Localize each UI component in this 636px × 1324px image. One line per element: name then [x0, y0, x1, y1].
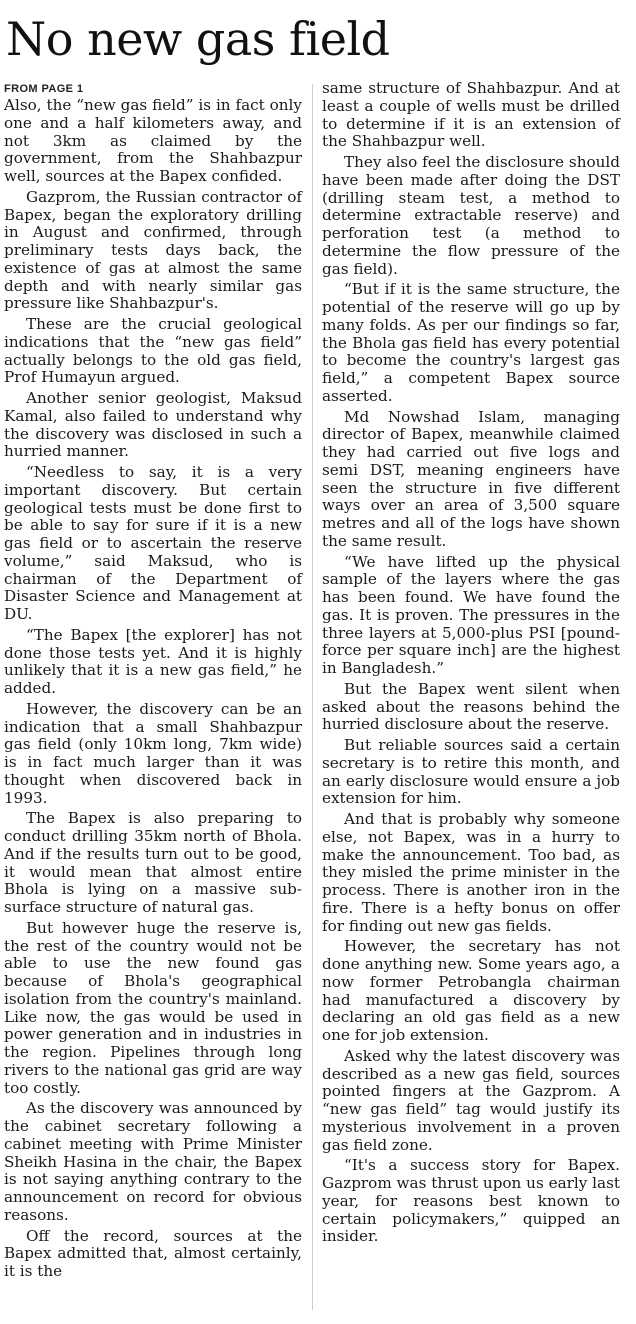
paragraph: The Bapex is also preparing to conduct drilling 35km north of Bhola. And if the results turn out to be good, it would mean that almost entire Bhola is lying on a massive sub-surface structure of natural gas. — [4, 809, 302, 916]
paragraph: “We have lifted up the physical sample of the layers where the gas has been found. We have found the gas. It is proven. The pressures in the three layers at 5,000-plus PSI [pound-force per square inch] are the highest in Bangladesh.” — [322, 552, 620, 677]
paragraph: Asked why the latest discovery was described as a new gas field, sources pointed fingers at the Gazprom. A “new gas field” tag would justify its mysterious involvement in a proven gas field zone. — [322, 1046, 620, 1154]
paragraph-continued: same structure of Shahbazpur. And at least a couple of wells must be drilled to determine if it is an extension of the Shahbazpur well. — [322, 79, 620, 151]
paragraph: But reliable sources said a certain secretary is to retire this month, and an early disclosure would ensure a job extension for him. — [322, 736, 620, 808]
headline: No new gas field — [6, 12, 390, 66]
paragraph: Gazprom, the Russian contractor of Bapex, began the exploratory drilling in August and confirmed, through preliminary tests days back, the existence of gas at almost the same depth and with nearly similar gas pressure like Shahbazpur's. — [4, 187, 302, 313]
paragraph: But the Bapex went silent when asked about the reasons behind the hurried disclosure about the reserve. — [322, 679, 620, 734]
paragraph: Off the record, sources at the Bapex admitted that, almost certainly, it is the — [4, 1226, 302, 1280]
paragraph: Another senior geologist, Maksud Kamal, also failed to understand why the discovery was disclosed in such a hurried manner. — [4, 389, 302, 461]
paragraph: “But if it is the same structure, the potential of the reserve will go up by many folds. As per our findings so far, the Bhola gas field has every potential to become the country's largest gas field,” a competent Bapex source asserted. — [322, 280, 620, 405]
paragraph: “Needless to say, it is a very important discovery. But certain geological tests must be done first to be able to say for sure if it is a new gas field or to ascertain the reserve volume,” said Maksud, who is chairman of the Department of Disaster Science and Management at DU. — [4, 463, 302, 623]
paragraph: However, the discovery can be an indication that a small Shahbazpur gas field (only 10km long, 7km wide) is in fact much larger than it was thought when discovered back in 1993. — [4, 699, 302, 807]
paragraph: And that is probably why someone else, not Bapex, was in a hurry to make the announcement. Too bad, as they misled the prime minister in the process. There is another iron in the fire. There is a hefty bonus on offer for finding out new gas fields. — [322, 810, 620, 935]
paragraph: As the discovery was announced by the cabinet secretary following a cabinet meeting with Prime Minister Sheikh Hasina in the chair, the Bapex is not saying anything contrary to the announcement on record for obvious reasons. — [4, 1099, 302, 1224]
paragraph: They also feel the disclosure should have been made after doing the DST (drilling steam test, a method to determine extractable reserve) and perforation test (a method to determine the flow pressure of the gas field). — [322, 153, 620, 278]
paragraph: These are the crucial geological indications that the “new gas field” actually belongs to the old gas field, Prof Humayun argued. — [4, 315, 302, 387]
paragraph: But however huge the reserve is, the rest of the country would not be able to use the new found gas because of Bhola's geographical isolation from the country's mainland. Like now, the gas would be used in power generation and in industries in the region. Pipelines through long rivers to the national gas grid are way too costly. — [4, 918, 302, 1097]
paragraph: Also, the “new gas field” is in fact only one and a half kilometers away, and not 3km as claimed by the government, from the Shahbazpur well, sources at the Bapex confided. — [4, 96, 302, 185]
paragraph: Md Nowshad Islam, managing director of Bapex, meanwhile claimed they had carried out five logs and semi DST, meaning engineers have seen the structure in five different ways over an area of 3,500 square metres and all of the logs have shown the same result. — [322, 407, 620, 550]
paragraph: “It's a success story for Bapex. Gazprom was thrust upon us early last year, for reasons best known to certain policymakers,” quipped an insider. — [322, 1156, 620, 1246]
page-reference: FROM PAGE 1 — [4, 83, 84, 95]
paragraph: However, the secretary has not done anything new. Some years ago, a now former Petrobangla chairman had manufactured a discovery by declaring an old gas field as a new one for job extension. — [322, 937, 620, 1044]
left-column — [4, 82, 302, 1284]
column-divider — [312, 84, 313, 1310]
right-column — [322, 80, 620, 1249]
paragraph: “The Bapex [the explorer] has not done those tests yet. And it is highly unlikely that it is a new gas field,” he added. — [4, 625, 302, 697]
